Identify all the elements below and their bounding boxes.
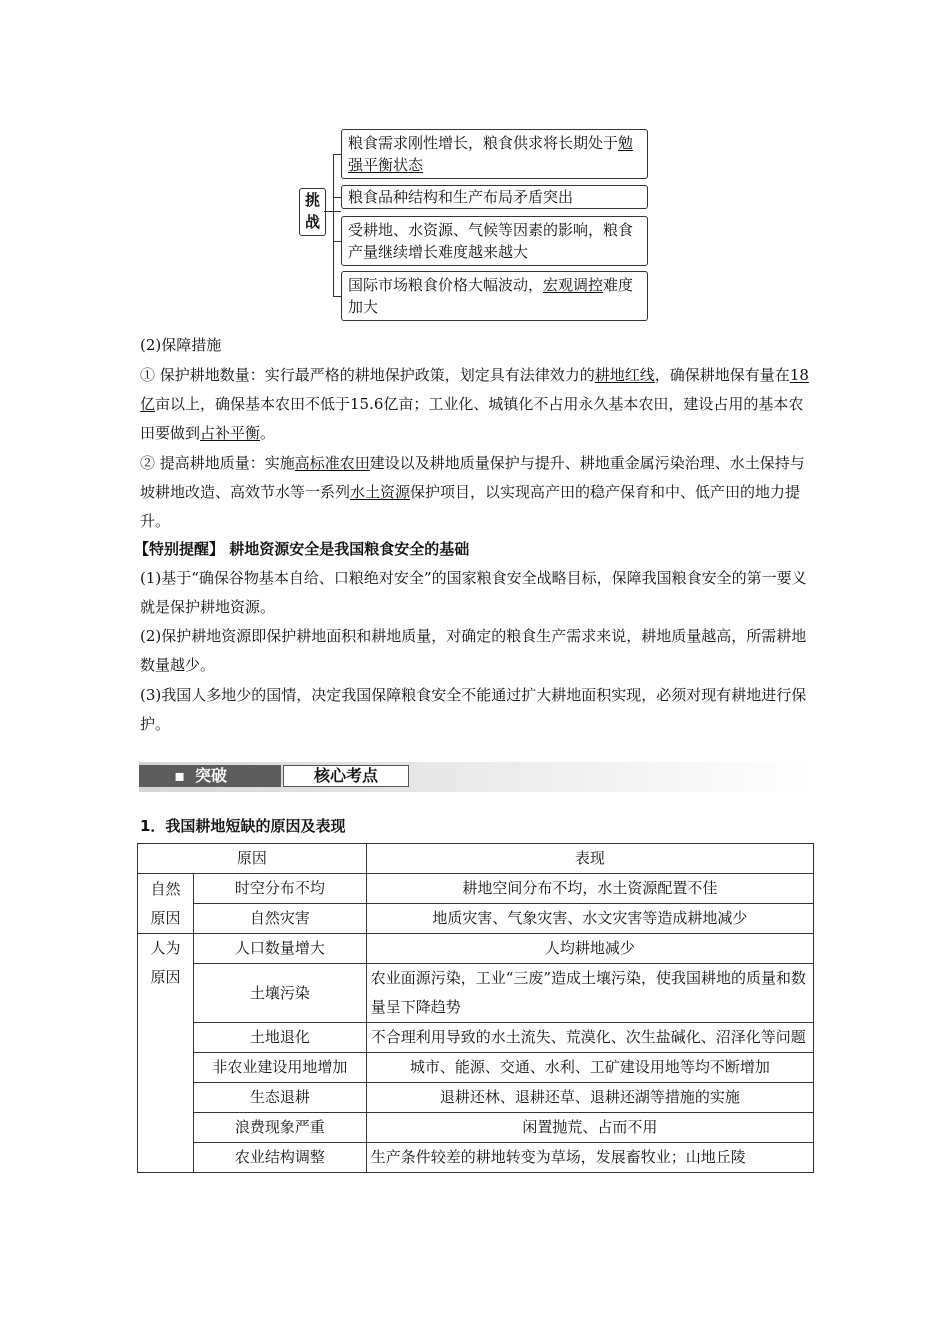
brace-connector bbox=[333, 241, 341, 242]
reminder-item: (3)我国人多地少的国情，决定我国保障粮食安全不能通过扩大耕地面积实现，必须对现有耕地进行保护。 bbox=[140, 686, 807, 733]
table-cell-cause: 非农业建设用地增加 bbox=[193, 1053, 366, 1083]
reminder-item: (1)基于“确保谷物基本自给、口粮绝对安全”的国家粮食安全战略目标，保障我国粮食安全的第一要义就是保护耕地资源。 bbox=[140, 569, 807, 616]
table-group-label: 人为原因 bbox=[138, 934, 194, 1173]
table-cell-effect: 不合理利用导致的水土流失、荒漠化、次生盐碱化、沼泽化等问题 bbox=[366, 1023, 813, 1053]
table-row bbox=[138, 1023, 814, 1053]
section-banner-tag: ▪ 突破 bbox=[139, 765, 281, 787]
table-cell-effect: 农业面源污染，工业“三废”造成土壤污染，使我国耕地的质量和数量呈下降趋势 bbox=[366, 964, 813, 1023]
table-header: 表现 bbox=[366, 844, 813, 874]
section-banner-title: 核心考点 bbox=[283, 765, 409, 787]
table-row bbox=[138, 964, 814, 1023]
table-cell-cause: 土壤污染 bbox=[193, 964, 366, 1023]
table-row bbox=[138, 904, 814, 934]
table-cell-cause: 农业结构调整 bbox=[193, 1143, 366, 1173]
table-row bbox=[138, 1053, 814, 1083]
table-cell-cause: 自然灾害 bbox=[193, 904, 366, 934]
table-cell-effect: 地质灾害、气象灾害、水文灾害等造成耕地减少 bbox=[366, 904, 813, 934]
challenge-item-1: 粮食需求刚性增长，粮食供求将长期处于勉强平衡状态 bbox=[341, 129, 648, 179]
table-header: 原因 bbox=[138, 844, 367, 874]
reminder-title: 【特别提醒】 耕地资源安全是我国粮食安全的基础 bbox=[134, 540, 470, 558]
table-cell-cause: 浪费现象严重 bbox=[193, 1113, 366, 1143]
table-cell-effect: 闲置抛荒、占而不用 bbox=[366, 1113, 813, 1143]
reminder-item: (2)保护耕地资源即保护耕地面积和耕地质量，对确定的粮食生产需求来说，耕地质量越高，所需耕地数量越少。 bbox=[140, 627, 807, 674]
measure-paragraph-2: ② 提高耕地质量：实施高标准农田建设以及耕地质量保护与提升、耕地重金属污染治理、水土保持与坡耕地改造、高效节水等一系列水土资源保护项目，以实现高产田的稳产保育和中、低产田的地力提升。 bbox=[140, 454, 805, 530]
brace-line bbox=[333, 154, 334, 296]
table-cell-cause: 土地退化 bbox=[193, 1023, 366, 1053]
brace-connector bbox=[333, 154, 341, 155]
cause-effect-table bbox=[137, 843, 814, 1173]
table-header-row bbox=[138, 844, 814, 874]
challenge-root-label: 挑战 bbox=[299, 188, 326, 236]
brace-connector bbox=[333, 296, 341, 297]
measures-heading: (2)保障措施 bbox=[140, 336, 222, 354]
challenge-item-3: 受耕地、水资源、气候等因素的影响，粮食产量继续增长难度越来越大 bbox=[341, 216, 648, 266]
table-group-label: 自然原因 bbox=[138, 874, 194, 934]
table-cell-effect: 耕地空间分布不均，水土资源配置不佳 bbox=[366, 874, 813, 904]
table-row bbox=[138, 874, 814, 904]
table-cell-effect: 生产条件较差的耕地转变为草场，发展畜牧业；山地丘陵 bbox=[366, 1143, 813, 1173]
bullet-icon: ▪ bbox=[174, 766, 185, 785]
table-row bbox=[138, 1113, 814, 1143]
table-row bbox=[138, 1083, 814, 1113]
challenge-item-2: 粮食品种结构和生产布局矛盾突出 bbox=[341, 185, 648, 209]
table-cell-cause: 时空分布不均 bbox=[193, 874, 366, 904]
table-row bbox=[138, 934, 814, 964]
challenge-item-4: 国际市场粮食价格大幅波动，宏观调控难度加大 bbox=[341, 271, 648, 321]
table-row bbox=[138, 1143, 814, 1173]
table-cell-effect: 人均耕地减少 bbox=[366, 934, 813, 964]
table-cell-cause: 人口数量增大 bbox=[193, 934, 366, 964]
measure-paragraph-1: ① 保护耕地数量：实行最严格的耕地保护政策，划定具有法律效力的耕地红线，确保耕地保有量在18亿亩以上，确保基本农田不低于15.6亿亩；工业化、城镇化不占用永久基本农田，建设占用的基本农田要做到占补平衡。 bbox=[140, 366, 809, 442]
table-cell-effect: 退耕还林、退耕还草、退耕还湖等措施的实施 bbox=[366, 1083, 813, 1113]
table-cell-cause: 生态退耕 bbox=[193, 1083, 366, 1113]
table-cell-effect: 城市、能源、交通、水利、工矿建设用地等均不断增加 bbox=[366, 1053, 813, 1083]
brace-connector bbox=[333, 197, 341, 198]
section-title: 1．我国耕地短缺的原因及表现 bbox=[140, 817, 346, 835]
brace-connector bbox=[324, 211, 341, 212]
